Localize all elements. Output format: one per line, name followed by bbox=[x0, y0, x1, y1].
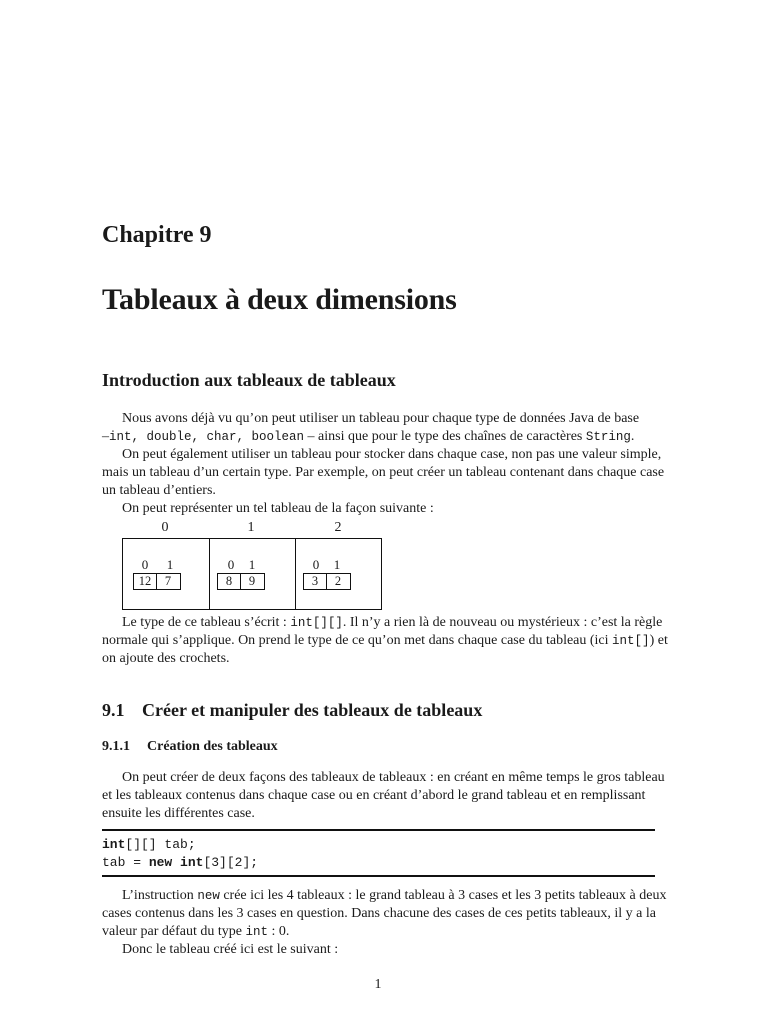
inner-value: 9 bbox=[248, 574, 256, 588]
code-keyword: new bbox=[148, 855, 173, 870]
chapter-title: Tableaux à deux dimensions bbox=[102, 283, 457, 316]
intro-p2-line3: un tableau d’entiers. bbox=[102, 483, 216, 498]
inner-index: 0 bbox=[227, 557, 235, 572]
code-block bbox=[102, 829, 655, 877]
sub-p3: Donc le tableau créé ici est le suivant : bbox=[122, 942, 339, 957]
code-text: tab = bbox=[102, 855, 149, 870]
inner-value: 12 bbox=[134, 574, 157, 589]
sub-p2-line1 bbox=[122, 887, 666, 905]
inner-index: 1 bbox=[166, 557, 174, 572]
section-title: Créer et manipuler des tableaux de tableaux bbox=[142, 700, 483, 720]
inner-index: 0 bbox=[312, 557, 320, 572]
outer-index-2: 2 bbox=[334, 520, 342, 535]
inner-index: 1 bbox=[248, 557, 256, 572]
text-run: . Il n’y a rien là de nouveau ou mystérieux : c’est la règle bbox=[342, 615, 663, 630]
intro-p4-line2 bbox=[102, 632, 668, 650]
intro-p1-line2 bbox=[102, 428, 634, 446]
text-run: valeur par défaut du type bbox=[102, 924, 246, 939]
inline-code: int[] bbox=[612, 634, 650, 648]
chapter-label: Chapitre 9 bbox=[102, 222, 212, 248]
text-run: ) et bbox=[649, 633, 668, 648]
outer-index-0: 0 bbox=[161, 520, 169, 535]
subsection-title: Création des tableaux bbox=[147, 739, 278, 754]
inner-array bbox=[133, 573, 181, 590]
section-heading bbox=[102, 700, 482, 721]
sub-p1-line2: et les tableaux contenus dans chaque case ou en créant d’abord le grand tableau et en remplissant bbox=[102, 788, 646, 803]
inline-code: int bbox=[245, 925, 268, 939]
dash: – bbox=[102, 429, 109, 444]
intro-p4-line3: on ajoute des crochets. bbox=[102, 651, 230, 666]
sub-p1-line3: ensuite les différentes case. bbox=[102, 806, 255, 821]
inner-value: 7 bbox=[164, 574, 172, 588]
sub-p2-line2: cases contenus dans les 3 cases en question. Dans chacune des cases de ces petits tableaux, il y a la bbox=[102, 906, 656, 921]
outer-cell-0 bbox=[123, 539, 210, 609]
text-run: : 0. bbox=[267, 924, 290, 939]
inline-code-types: int, double, char, boolean bbox=[109, 430, 305, 444]
outer-cell-1 bbox=[209, 539, 296, 609]
outer-cell-2 bbox=[295, 539, 381, 609]
text-run: . bbox=[630, 429, 635, 444]
inner-value: 2 bbox=[334, 574, 342, 588]
intro-p1-line1: Nous avons déjà vu qu’on peut utiliser un tableau pour chaque type de données Java de base bbox=[122, 411, 640, 426]
outer-index-1: 1 bbox=[247, 520, 255, 535]
code-text bbox=[172, 855, 180, 870]
intro-heading: Introduction aux tableaux de tableaux bbox=[102, 370, 396, 390]
inner-value: 8 bbox=[218, 574, 241, 589]
inline-code: new bbox=[197, 889, 220, 903]
inline-code: int[][] bbox=[290, 616, 343, 630]
inner-index: 0 bbox=[141, 557, 149, 572]
intro-p4-line1 bbox=[122, 614, 662, 632]
text-run: Le type de ce tableau s’écrit : bbox=[122, 615, 291, 630]
page-number: 1 bbox=[374, 977, 382, 992]
intro-p3: On peut représenter un tel tableau de la façon suivante : bbox=[122, 501, 434, 516]
inline-code-string: String bbox=[585, 430, 631, 444]
inner-array bbox=[303, 573, 351, 590]
subsection-heading bbox=[102, 739, 278, 755]
sub-p1-line1: On peut créer de deux façons des tableaux de tableaux : en créant en même temps le gros tableau bbox=[122, 770, 665, 785]
code-line-1 bbox=[102, 836, 196, 853]
intro-p2-line2: mais un tableau d’un certain type. Par exemple, on peut créer un tableau contenant dans chaque case bbox=[102, 465, 665, 480]
code-keyword: int bbox=[180, 855, 204, 870]
text-run: L’instruction bbox=[122, 888, 198, 903]
text-run: normale qui s’applique. On prend le type de ce qu’on met dans chaque case du tableau (ici bbox=[102, 633, 613, 648]
text-run: crée ici les 4 tableaux : le grand tableau à 3 cases et les 3 petits tableaux à deux bbox=[219, 888, 667, 903]
inner-array bbox=[217, 573, 265, 590]
text-run: – ainsi que pour le type des chaînes de caractères bbox=[304, 429, 586, 444]
code-text: [3][2]; bbox=[203, 855, 259, 870]
section-number: 9.1 bbox=[102, 700, 125, 720]
inner-value: 3 bbox=[304, 574, 327, 589]
inner-index: 1 bbox=[333, 557, 341, 572]
array-of-arrays-diagram bbox=[122, 538, 382, 610]
code-line-2 bbox=[102, 854, 258, 871]
code-keyword: int bbox=[102, 837, 126, 852]
subsection-number: 9.1.1 bbox=[102, 739, 130, 754]
code-text: [][] tab; bbox=[125, 837, 196, 852]
sub-p2-line3 bbox=[102, 923, 289, 941]
intro-p2-line1: On peut également utiliser un tableau pour stocker dans chaque case, non pas une valeur simple, bbox=[122, 447, 662, 462]
